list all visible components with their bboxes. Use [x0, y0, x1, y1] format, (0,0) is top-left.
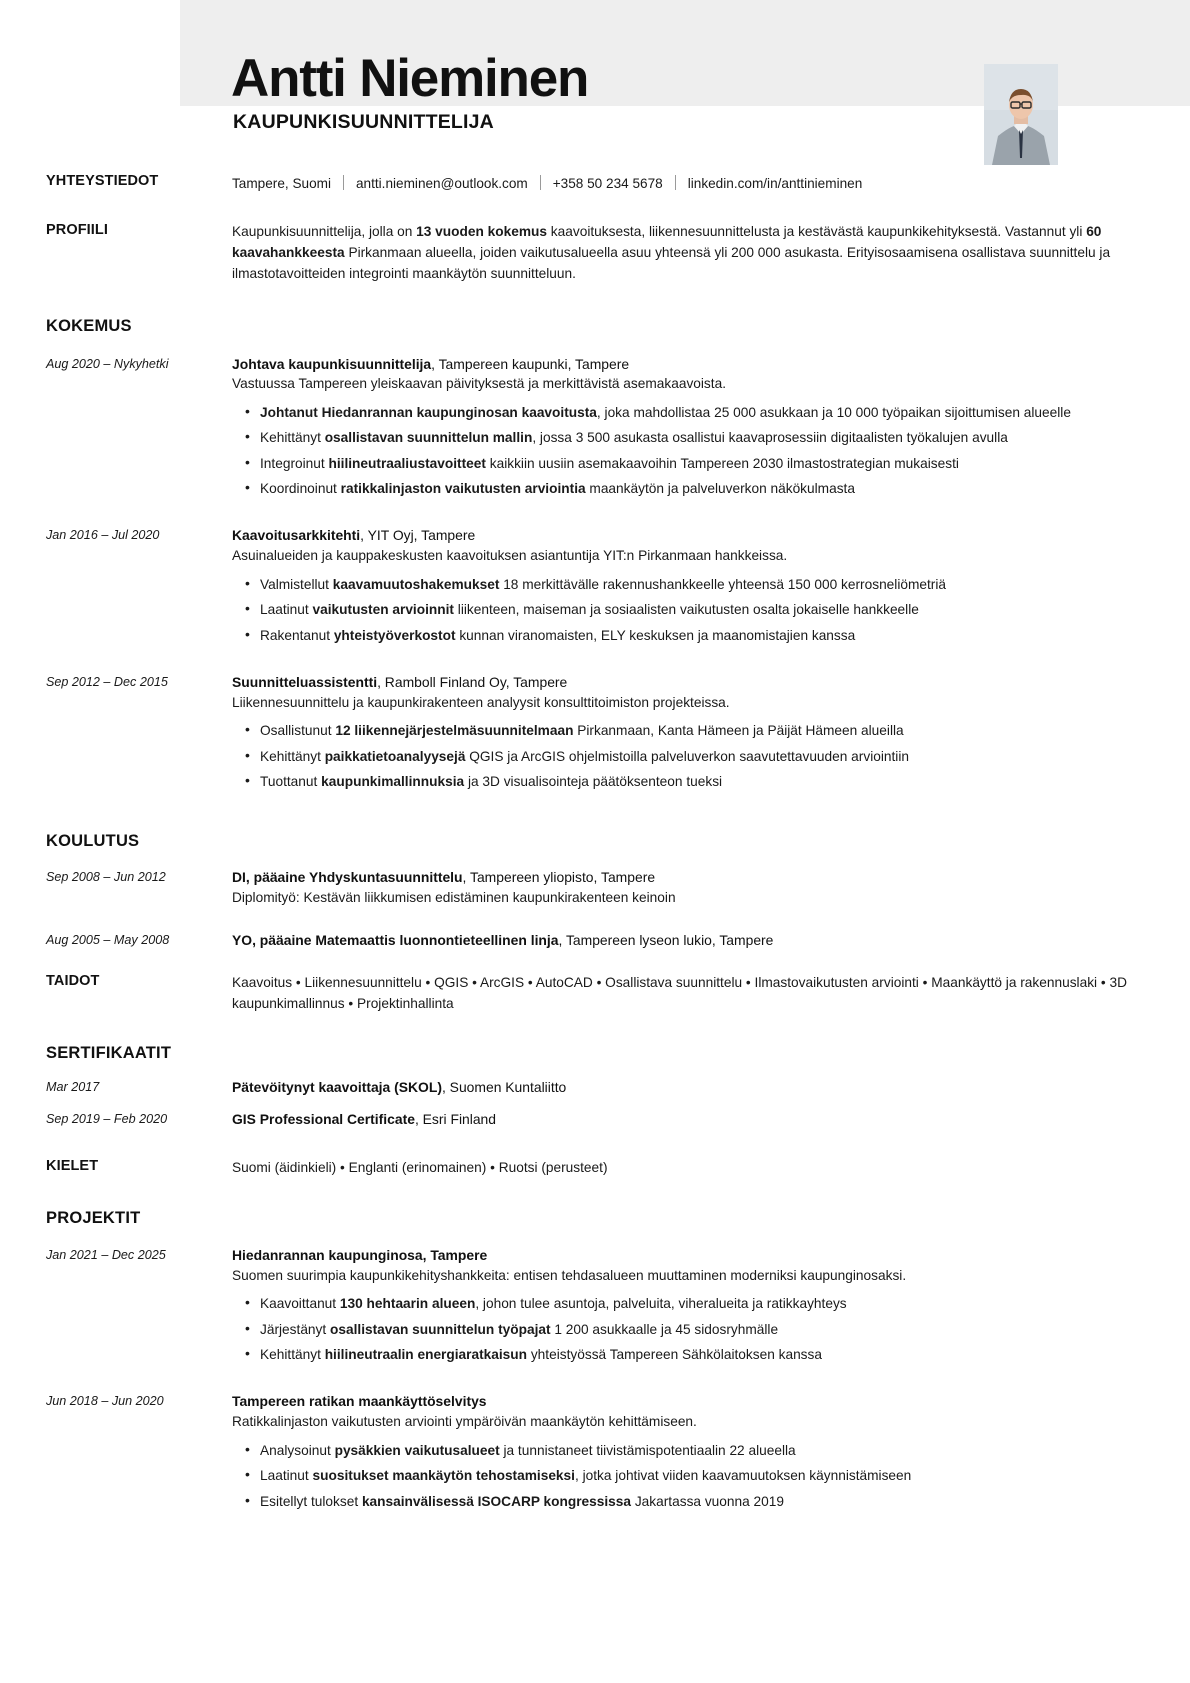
plain-text: , johon tulee asuntoja, palveluita, viheralueita ja ratikkayhteys [475, 1296, 847, 1312]
education-heading: KOULUTUS [46, 832, 140, 851]
plain-text: Valmistellut [260, 576, 333, 592]
entry-row [0, 1391, 1190, 1516]
entry-summary: Diplomityö: Kestävän liikkumisen edistäminen kaupunkirakenteen keinoin [232, 890, 676, 906]
emphasis-text: 130 hehtaarin alueen [339, 1296, 476, 1312]
bullet-list [232, 720, 1144, 792]
entry-title [232, 930, 1144, 951]
list-item [260, 1293, 1144, 1314]
plain-text: kaavoituksesta, liikennesuunnittelusta ja kestävästä kaupunkikehityksestä. Vastannut yli [547, 224, 1087, 240]
avatar [984, 64, 1058, 165]
entry-date-range: Sep 2012 – Dec 2015 [46, 674, 168, 689]
projects-heading: PROJEKTIT [46, 1208, 141, 1227]
plain-text: Kaavoittanut [260, 1296, 340, 1312]
entry-organization: , Tampereen kaupunki, Tampere [431, 355, 630, 372]
bullet-list [232, 1293, 1144, 1365]
contact-heading: YHTEYSTIEDOT [46, 173, 159, 189]
list-item [260, 1465, 1144, 1486]
contact-phone[interactable]: +358 50 234 5678 [552, 176, 663, 191]
plain-text: QGIS ja ArcGIS ohjelmistoilla palveluverkon saavutettavuuden arviointiin [465, 748, 909, 764]
certificates-heading-col [46, 1044, 232, 1063]
contact-separator-icon [343, 175, 344, 190]
entry-title [232, 672, 1144, 693]
list-item [260, 1491, 1144, 1512]
plain-text: kaikkiin uusiin asemakaavoihin Tampereen 2030 ilmastostrategian mukaisesti [485, 455, 959, 471]
contact-email[interactable]: antti.nieminen@outlook.com [355, 176, 528, 191]
plain-text: Kaupunkisuunnittelija, jolla on [232, 224, 417, 240]
skills-body-col [232, 973, 1144, 1015]
entry-role: Johtava kaupunkisuunnittelija [232, 355, 432, 372]
education-entries [0, 867, 1190, 950]
experience-section-header [0, 317, 1190, 336]
entry-date-col [46, 1391, 232, 1410]
entry-title [232, 1245, 1144, 1266]
projects-heading-col [46, 1209, 232, 1228]
certificates-heading: SERTIFIKAATIT [46, 1044, 172, 1063]
experience-entries [0, 354, 1190, 797]
entry-date-range: Sep 2008 – Jun 2012 [46, 870, 166, 885]
certificate-name: GIS Professional Certificate [232, 1111, 415, 1128]
education-heading-col [46, 832, 232, 851]
emphasis-text: vaikutusten arvioinnit [312, 602, 454, 618]
emphasis-text: kansainvälisessä ISOCARP kongressissa [361, 1493, 632, 1509]
entry-content-col [232, 1391, 1144, 1516]
bullet-list [232, 402, 1144, 500]
list-item [260, 1440, 1144, 1461]
project-entries [0, 1245, 1190, 1516]
plain-text: Esitellyt tulokset [260, 1493, 362, 1509]
skills-heading: TAIDOT [46, 972, 100, 989]
experience-heading: KOKEMUS [46, 316, 132, 335]
entry-title [232, 867, 1144, 888]
list-item [260, 771, 1144, 792]
entry-summary: Ratikkalinjaston vaikutusten arviointi ympäröivän maankäytön kehittämiseen. [232, 1414, 697, 1430]
plain-text: Koordinoinut [260, 481, 341, 497]
plain-text: ja tunnistaneet tiivistämispotentiaalin 22 alueella [499, 1442, 796, 1458]
bullet-list [232, 574, 1144, 646]
job-title: KAUPUNKISUUNNITTELIJA [233, 111, 494, 133]
skills-list: Kaavoitus • Liikennesuunnittelu • QGIS • ArcGIS • AutoCAD • Osallistava suunnittelu • Ilmastovaikutusten arviointi • Maankäyttö ja rakennuslaki • 3D kaupunkimallinnus • Projektinhallinta [232, 974, 1127, 1011]
entry-institution: , Tampereen lyseon lukio, Tampere [558, 931, 774, 948]
emphasis-text: ratikkalinjaston vaikutusten arviointia [340, 481, 586, 497]
contact-separator-icon [675, 175, 676, 190]
entry-content-col [232, 672, 1144, 797]
skills-heading-col [46, 973, 232, 989]
plain-text: maankäytön ja palveluverkon näkökulmasta [585, 481, 855, 497]
entry-degree: YO, pääaine Matemaattis luonnontieteellinen linja [232, 931, 559, 948]
contact-values-col [232, 173, 1144, 193]
entry-row [0, 867, 1190, 908]
resume-header [0, 0, 1190, 168]
entry-content-col [232, 867, 1144, 908]
entry-institution: , Tampereen yliopisto, Tampere [462, 869, 656, 886]
entry-date-range: Aug 2020 – Nykyhetki [46, 356, 169, 371]
emphasis-text: hiilineutraaliustavoitteet [328, 455, 486, 471]
profile-text [232, 222, 1144, 284]
entry-date-col [46, 1109, 232, 1128]
plain-text: Integroinut [260, 455, 329, 471]
contact-separator-icon [540, 175, 541, 190]
contact-linkedin[interactable]: linkedin.com/in/anttinieminen [687, 176, 863, 191]
entry-date-range: Aug 2005 – May 2008 [46, 932, 170, 947]
entry-summary: Vastuussa Tampereen yleiskaavan päivityksestä ja merkittävistä asemakaavoista. [232, 376, 726, 392]
emphasis-text: yhteistyöverkostot [333, 627, 456, 643]
entry-row [0, 672, 1190, 797]
emphasis-text: Johtanut Hiedanrannan kaupunginosan kaavoitusta [260, 404, 597, 420]
entry-content-col [232, 525, 1144, 650]
entry-row [0, 930, 1190, 951]
bullet-list [232, 1440, 1144, 1512]
entry-role: Kaavoitusarkkitehti [232, 527, 361, 544]
emphasis-text: osallistavan suunnittelun työpajat [330, 1321, 551, 1337]
certificate-name: Pätevöitynyt kaavoittaja (SKOL) [232, 1079, 442, 1096]
entry-date-col [46, 525, 232, 544]
list-item [260, 478, 1144, 499]
emphasis-text: suositukset maankäytön tehostamiseksi [312, 1468, 575, 1484]
emphasis-text: 12 liikennejärjestelmäsuunnitelmaan [335, 723, 574, 739]
profile-photo-illustration [984, 64, 1058, 165]
plain-text: ja 3D visualisointeja päätöksenteon tueksi [464, 774, 723, 790]
list-item [260, 427, 1144, 448]
entry-title [232, 1391, 1144, 1412]
plain-text: , jossa 3 500 asukasta osallistui kaavaprosessiin digitaalisten työkalujen avulla [532, 430, 1008, 446]
certificates-section-header [0, 1044, 1190, 1063]
plain-text: yhteistyössä Tampereen Sähkölaitoksen kanssa [527, 1347, 822, 1363]
entry-date-range: Jan 2021 – Dec 2025 [46, 1247, 166, 1262]
languages-heading-col [46, 1158, 232, 1174]
entry-title [232, 525, 1144, 546]
entry-date-col [46, 930, 232, 949]
entry-date-range: Jan 2016 – Jul 2020 [46, 528, 160, 543]
plain-text: Analysoinut [260, 1442, 335, 1458]
entry-date-col [46, 1245, 232, 1264]
plain-text: Kehittänyt [260, 748, 325, 764]
list-item [260, 625, 1144, 646]
entry-title [232, 1109, 1144, 1130]
plain-text: Laatinut [260, 602, 313, 618]
emphasis-text: paikkatietoanalyysejä [324, 748, 466, 764]
entry-row [0, 1077, 1190, 1098]
list-item [260, 746, 1144, 767]
entry-date-col [46, 354, 232, 373]
project-name: Hiedanrannan kaupunginosa, Tampere [232, 1246, 488, 1263]
entry-role: Suunnitteluassistentti [232, 673, 378, 690]
profile-body-col [232, 222, 1144, 284]
entry-summary: Liikennesuunnittelu ja kaupunkirakenteen analyysit konsulttitoimiston projekteissa. [232, 694, 730, 710]
entry-date-range: Jun 2018 – Jun 2020 [46, 1394, 164, 1409]
certificate-entries [0, 1077, 1190, 1130]
emphasis-text: 60 kaavahankkeesta [232, 224, 1102, 260]
plain-text: Osallistunut [260, 723, 336, 739]
plain-text: Järjestänyt [260, 1321, 330, 1337]
plain-text: 18 merkittävälle rakennushankkeelle yhteensä 150 000 kerrosneliömetriä [499, 576, 947, 592]
contact-location: Tampere, Suomi [232, 176, 331, 191]
plain-text: Kehittänyt [260, 430, 325, 446]
education-section-header [0, 832, 1190, 851]
plain-text: Rakentanut [260, 627, 334, 643]
entry-organization: , YIT Oyj, Tampere [360, 527, 476, 544]
entry-date-range: Mar 2017 [46, 1080, 100, 1095]
entry-date-col [46, 1077, 232, 1096]
profile-heading: PROFIILI [46, 222, 109, 239]
certificate-issuer: , Suomen Kuntaliitto [441, 1079, 567, 1096]
project-name: Tampereen ratikan maankäyttöselvitys [232, 1393, 487, 1410]
profile-heading-col [46, 222, 232, 238]
plain-text: 1 200 asukkaalle ja 45 sidosryhmälle [550, 1321, 779, 1337]
contact-section [0, 173, 1190, 193]
emphasis-text: kaavamuutoshakemukset [332, 576, 500, 592]
plain-text: Laatinut [260, 1468, 313, 1484]
list-item [260, 453, 1144, 474]
profile-section [0, 222, 1190, 284]
plain-text: Jakartassa vuonna 2019 [631, 1493, 784, 1509]
experience-heading-col [46, 317, 232, 336]
languages-body-col [232, 1158, 1144, 1179]
list-item [260, 599, 1144, 620]
entry-row [0, 1245, 1190, 1370]
entry-content-col [232, 1245, 1144, 1370]
entry-content-col [232, 1077, 1144, 1098]
page-title: Antti Nieminen [231, 49, 589, 108]
plain-text: , joka mahdollistaa 25 000 asukkaan ja 10 000 työpaikan sijoittumisen alueelle [596, 404, 1071, 420]
entry-content-col [232, 1109, 1144, 1130]
entry-row [0, 525, 1190, 650]
entry-date-range: Sep 2019 – Feb 2020 [46, 1112, 168, 1127]
plain-text: kunnan viranomaisten, ELY keskuksen ja maanomistajien kanssa [455, 627, 856, 643]
list-item [260, 720, 1144, 741]
plain-text: Pirkanmaan alueella, joiden vaikutusalueella asuu yhteensä yli 200 000 asukasta. Erityisosaamisena osallistava suunnittelu ja ilmastotavoitteiden integrointi maankäytön suunnitteluun. [232, 244, 1111, 281]
list-item [260, 1319, 1144, 1340]
plain-text: Pirkanmaan, Kanta Hämeen ja Päijät Hämeen alueilla [573, 723, 904, 739]
entry-content-col [232, 354, 1144, 504]
languages-section [0, 1158, 1190, 1179]
plain-text: liikenteen, maiseman ja sosiaalisten vaikutusten osalta jokaiselle hankkeelle [453, 602, 919, 618]
entry-row [0, 1109, 1190, 1130]
list-item [260, 402, 1144, 423]
emphasis-text: hiilineutraalin energiaratkaisun [324, 1347, 528, 1363]
entry-row [0, 354, 1190, 504]
emphasis-text: osallistavan suunnittelun mallin [324, 430, 533, 446]
plain-text: Kehittänyt [260, 1347, 325, 1363]
plain-text: Tuottanut [260, 774, 322, 790]
entry-title [232, 1077, 1144, 1098]
list-item [260, 574, 1144, 595]
entry-title [232, 354, 1144, 375]
contact-heading-col [46, 173, 232, 189]
languages-heading: KIELET [46, 1158, 99, 1175]
projects-section-header [0, 1209, 1190, 1228]
entry-summary: Suomen suurimpia kaupunkikehityshankkeita: entisen tehdasalueen muuttaminen moderniksi kaupunginosaksi. [232, 1267, 907, 1283]
certificate-issuer: , Esri Finland [414, 1111, 497, 1128]
emphasis-text: kaupunkimallinnuksia [321, 774, 465, 790]
entry-date-col [46, 867, 232, 886]
languages-list: Suomi (äidinkieli) • Englanti (erinomainen) • Ruotsi (perusteet) [232, 1160, 608, 1176]
skills-section [0, 973, 1190, 1015]
entry-degree: DI, pääaine Yhdyskuntasuunnittelu [232, 869, 463, 886]
entry-date-col [46, 672, 232, 691]
contact-line [232, 173, 1144, 193]
plain-text: , jotka johtivat viiden kaavamuutoksen käynnistämiseen [574, 1468, 912, 1484]
emphasis-text: pysäkkien vaikutusalueet [334, 1442, 500, 1458]
name-block [231, 49, 589, 134]
entry-summary: Asuinalueiden ja kauppakeskusten kaavoituksen asiantuntija YIT:n Pirkanmaan hankkeissa. [232, 548, 788, 564]
entry-organization: , Ramboll Finland Oy, Tampere [377, 673, 568, 690]
list-item [260, 1344, 1144, 1365]
entry-content-col [232, 930, 1144, 951]
emphasis-text: 13 vuoden kokemus [416, 224, 547, 240]
